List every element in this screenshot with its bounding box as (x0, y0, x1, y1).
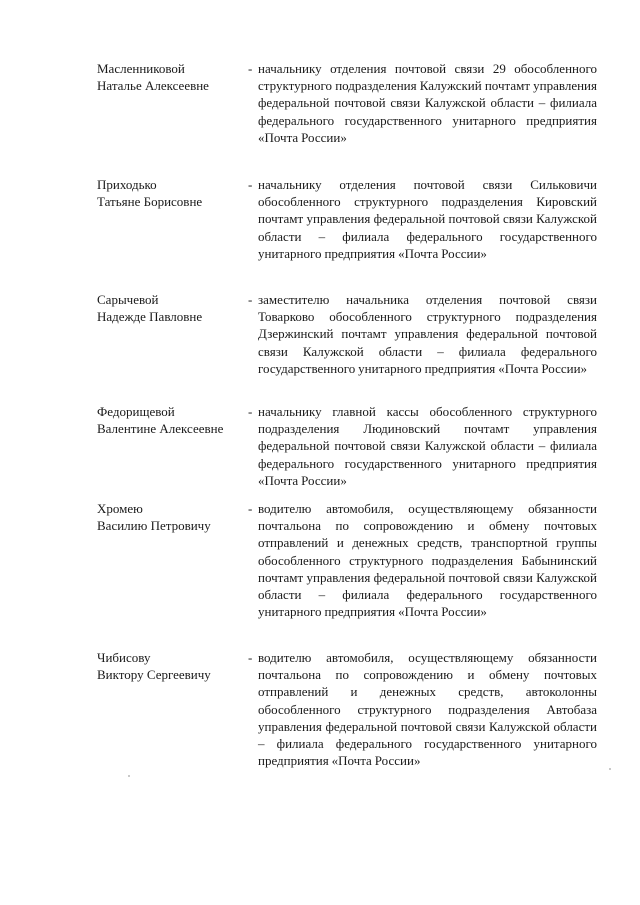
scan-speck (128, 775, 130, 777)
position-description: водителю автомобиля, осуществляющему обязанности почтальона по сопровождению и обмену почтовых отправлений и денежных средств, транспортной группы обособленного структурного подразделения Бабынинский почтамт управления федеральной почтовой связи Калужской области – филиала федерального государственного унитарного предприятия «Почта России» (258, 501, 597, 620)
given-names: Василию Петровичу (97, 518, 211, 534)
surname: Сарычевой (97, 292, 159, 307)
given-names: Валентине Алексеевне (97, 421, 224, 437)
person-name (97, 60, 247, 94)
person-name (97, 649, 247, 683)
list-dash: - (248, 292, 253, 307)
surname: Хромею (97, 501, 143, 516)
surname: Приходько (97, 177, 157, 192)
given-names: Надежде Павловне (97, 309, 203, 325)
list-dash: - (248, 501, 253, 516)
position-description: начальнику отделения почтовой связи 29 обособленного структурного подразделения Калужский почтамт управления федеральной почтовой связи Калужской области – филиала федерального государственного унитарного предприятия «Почта России» (258, 61, 597, 145)
scan-speck (609, 768, 611, 770)
person-name (97, 291, 247, 325)
position-description: начальнику главной кассы обособленного структурного подразделения Людиновский почтамт управления федеральной почтовой связи Калужской области – филиала федерального государственного унитарного предприятия «Почта России» (258, 404, 597, 488)
surname: Чибисову (97, 650, 151, 665)
list-dash: - (248, 61, 253, 76)
position-description: заместителю начальника отделения почтовой связи Товарково обособленного структурного подразделения Дзержинский почтамт управления федеральной почтовой связи Калужской области – филиала федерального государственного унитарного предприятия «Почта России» (258, 292, 597, 376)
surname: Федорищевой (97, 404, 175, 419)
person-name (97, 176, 247, 210)
position-description: начальнику отделения почтовой связи Сильковичи обособленного структурного подразделения Кировский почтамт управления федеральной почтовой связи Калужской области – филиала федерального государственного унитарного предприятия «Почта России» (258, 177, 597, 261)
given-names: Татьяне Борисовне (97, 194, 203, 210)
list-dash: - (248, 650, 253, 665)
list-dash: - (248, 177, 253, 192)
surname: Масленниковой (97, 61, 185, 76)
person-name (97, 500, 247, 534)
given-names: Виктору Сергеевичу (97, 667, 211, 683)
person-name (97, 403, 247, 437)
list-dash: - (248, 404, 253, 419)
position-description: водителю автомобиля, осуществляющему обязанности почтальона по сопровождению и обмену почтовых отправлений и денежных средств, автоколонны обособленного структурного подразделения Автобаза управления федеральной почтовой связи Калужской области – филиала федерального государственного унитарного предприятия «Почта России» (258, 650, 597, 769)
given-names: Наталье Алексеевне (97, 78, 209, 94)
